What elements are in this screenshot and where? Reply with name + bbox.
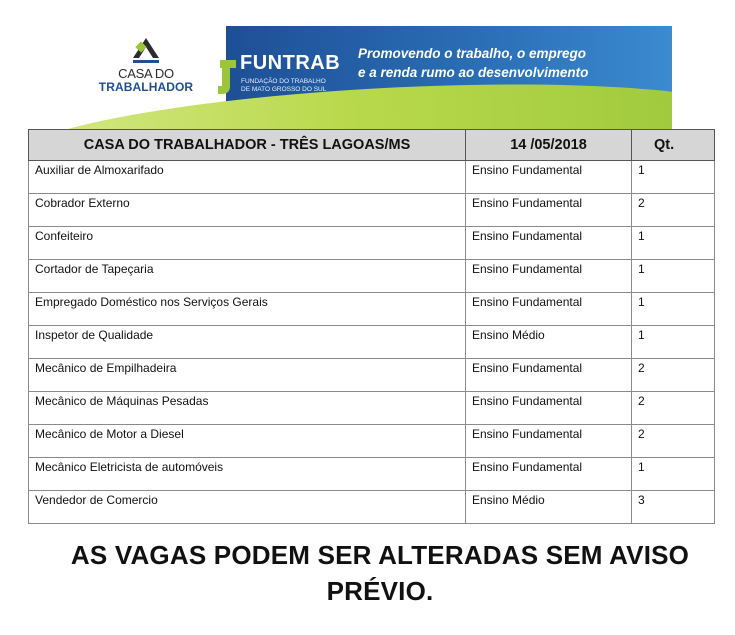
cell-quantity: 1 <box>632 458 715 491</box>
banner-slogan <box>358 44 658 82</box>
cell-occupation: Cobrador Externo <box>29 194 466 227</box>
notice-line-2: PRÉVIO. <box>326 576 434 606</box>
casa-logo-line1: CASA DO <box>118 66 174 81</box>
cell-occupation: Cortador de Tapeçaria <box>29 260 466 293</box>
funtrab-logo <box>198 42 341 112</box>
cell-occupation: Confeiteiro <box>29 227 466 260</box>
cell-quantity: 1 <box>632 293 715 326</box>
table-row <box>29 260 715 293</box>
table-row <box>29 227 715 260</box>
table-body <box>29 161 715 524</box>
cell-education: Ensino Fundamental <box>466 194 632 227</box>
funtrab-subtitle-2: DE MATO GROSSO DO SUL <box>241 86 327 93</box>
cell-quantity: 3 <box>632 491 715 524</box>
job-openings-table <box>28 129 715 524</box>
cell-education: Ensino Fundamental <box>466 161 632 194</box>
notice-line-1: AS VAGAS PODEM SER ALTERADAS SEM AVISO <box>70 540 690 570</box>
cell-occupation: Mecânico de Motor a Diesel <box>29 425 466 458</box>
table-row <box>29 359 715 392</box>
cell-quantity: 2 <box>632 392 715 425</box>
table-row <box>29 425 715 458</box>
cell-education: Ensino Fundamental <box>466 227 632 260</box>
slogan-line-2: e a renda rumo ao desenvolvimento <box>358 65 589 80</box>
table-row <box>29 293 715 326</box>
cell-education: Ensino Fundamental <box>466 260 632 293</box>
table-row <box>29 392 715 425</box>
cell-occupation: Auxiliar de Almoxarifado <box>29 161 466 194</box>
cell-quantity: 2 <box>632 194 715 227</box>
cell-education: Ensino Fundamental <box>466 392 632 425</box>
funtrab-name: FUNTRAB <box>240 52 341 74</box>
table-row <box>29 194 715 227</box>
cell-quantity: 1 <box>632 326 715 359</box>
funtrab-ft-icon <box>198 42 238 98</box>
cell-education: Ensino Fundamental <box>466 293 632 326</box>
casa-roof-icon <box>129 36 163 66</box>
cell-quantity: 1 <box>632 161 715 194</box>
header-banner <box>66 26 672 129</box>
table-header-row <box>29 130 715 161</box>
slogan-line-1: Promovendo o trabalho, o emprego <box>358 46 587 61</box>
funtrab-subtitle-1: FUNDAÇÃO DO TRABALHO <box>241 78 326 85</box>
cell-education: Ensino Fundamental <box>466 359 632 392</box>
cell-occupation: Mecânico Eletricista de automóveis <box>29 458 466 491</box>
table-row <box>29 161 715 194</box>
cell-quantity: 1 <box>632 227 715 260</box>
cell-education: Ensino Médio <box>466 491 632 524</box>
cell-education: Ensino Fundamental <box>466 425 632 458</box>
table-row <box>29 491 715 524</box>
cell-education: Ensino Médio <box>466 326 632 359</box>
header-location: CASA DO TRABALHADOR - TRÊS LAGOAS/MS <box>29 130 466 161</box>
cell-quantity: 1 <box>632 260 715 293</box>
cell-occupation: Mecânico de Máquinas Pesadas <box>29 392 466 425</box>
header-quantity: Qt. <box>632 130 715 161</box>
header-date: 14 /05/2018 <box>466 130 632 161</box>
cell-quantity: 2 <box>632 425 715 458</box>
cell-occupation: Vendedor de Comercio <box>29 491 466 524</box>
table-row <box>29 326 715 359</box>
cell-quantity: 2 <box>632 359 715 392</box>
table-row <box>29 458 715 491</box>
cell-occupation: Mecânico de Empilhadeira <box>29 359 466 392</box>
cell-occupation: Inspetor de Qualidade <box>29 326 466 359</box>
cell-occupation: Empregado Doméstico nos Serviços Gerais <box>29 293 466 326</box>
casa-logo-line2: TRABALHADOR <box>98 80 194 94</box>
cell-education: Ensino Fundamental <box>466 458 632 491</box>
notice-text <box>40 537 720 609</box>
casa-do-trabalhador-logo <box>96 36 196 124</box>
